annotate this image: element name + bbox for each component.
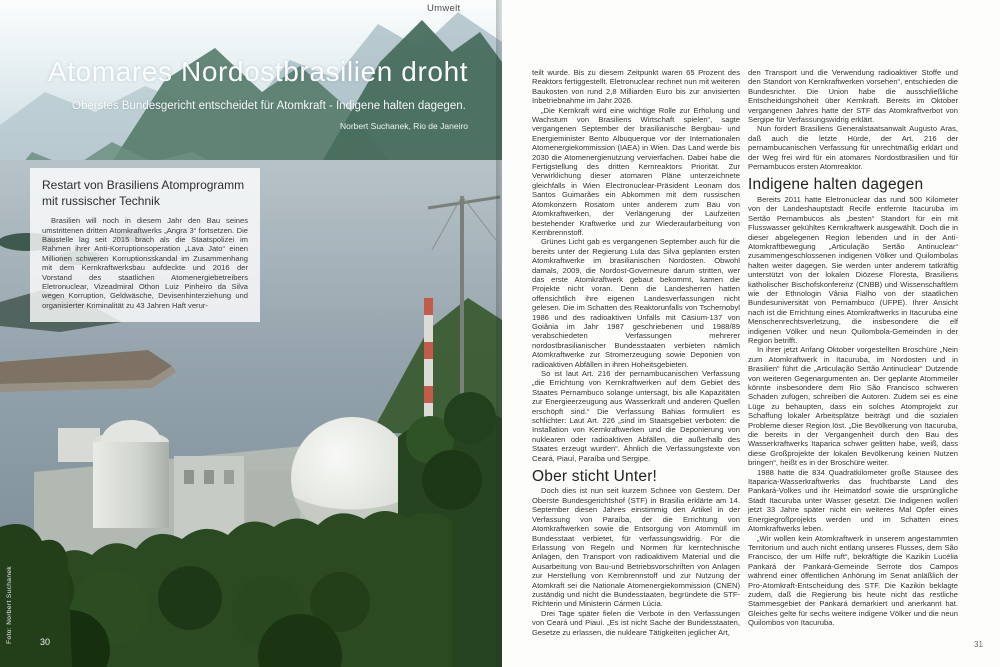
page-number-left: 30 [40, 637, 51, 647]
infobox-heading: Restart von Brasiliens Atomprogramm mit russischer Technik [42, 178, 245, 208]
paragraph: den Transport und die Verwendung radioaktiver Stoffe und den Standort von Kernkraftwerken vorsehen“, entschieden die Bundesrichter. Die Union habe die ausschließliche Entscheidungshoheit über Kernkraft. Bereits im Oktober vergangenen Jahres hatte der STF das Atomkraftverbot von Sergipe für Verfassungswidrig erklärt. [748, 68, 958, 125]
text-page [502, 0, 1000, 667]
article-byline: Norbert Suchanek, Rio de Janeiro [339, 121, 468, 131]
paragraph: Doch dies ist nun seit kurzem Schnee von Gestern. Der Oberste Bundesgerichtshof (STF) in Brasilia erklärte am 14. September diesen Jahres einstimmig den Artikel in der Verfassung von Paraíba, der die Errichtung von Atomkraftwerken sowie die Entsorgung von Atommüll im Bundesstaat verbietet, für verfassungswidrig. Für die Erlassung von Regeln und Normen für kerntechnische Anlagen, den Transport von radioaktivem Material und die Ausarbeitung von Bau-und Betriebsvorschriften von Anlagen zur Herstellung von Kernbrennstoff und zur Nutzung der Atomkraft sei die Nationale Atomenergiekommission (CNEN) zuständig und nicht die Bundesstaaten, begründete die STF-Richterin und Ministerin Cármen Lúcia. [532, 486, 740, 609]
photo-credit: Foto: Norbert Suchanek [6, 566, 13, 644]
paragraph: Grünes Licht gab es vergangenen September auch für die bereits unter der Regierung Lula das Silva geplanten ersten Atomkraftwerke im brasilianischen Nordosten. Obwohl damals, 2009, die Nordost-Governeure darum stritten, wer das erste Atomkraftwerk gebaut bekommt, kamen die Projekte nicht voran. Denn die Landesherren hatten offensichtlich ihre eigenen Landesverfassungen nicht gelesen. Die im Schatten des Reaktorunfalls von Tschernobyl 1986 und des radioaktiven Unfalls mit Cäsium-137 von Goiânia im Jahr 1987 geschriebenen und 1988/89 verabschiedeten Verfassungen mehrerer nordostbrasilianischer Bundesstaaten verbieten nämlich Atomkraftwerke zur Stromerzeugung sowie Deponien von radioaktiven Abfällen in ihren Hoheitsgebieten. [532, 237, 740, 369]
subheading-indigene-halten-dagegen: Indigene halten dagegen [748, 176, 924, 194]
paragraph: „Die Kernkraft wird eine wichtige Rolle zur Erholung und Wachstum von Brasiliens Wirtschaft spielen“, sagte vergangenen September der brasilianische Bergbau- und Energieminister Bento Albuquerque vor der Internationalen Atomenergiekommission (IAEA) in Wien. Das Land werde bis 2030 die Atomenergienutzung vervierfachen. Dabei habe die Fertigstellung des dritten Kernreaktors Priorität. Zur Verwirklichung dieser atomaren Pläne unterzeichnete gleichfalls in Wien Electronuclear-Präsident Leonam dos Santos Guimarães ein Abkommen mit dem russischen Atomkonzern Rosatom unter anderem zum Bau von Atomkraftwerken, der Verlängerung der Laufzeiten bestehender Kraftwerke und zur Wiederaufarbeitung von Kernbrennstoff. [532, 105, 740, 237]
reactor-cylinder [93, 442, 169, 528]
tree [422, 450, 482, 510]
page-number-right: 31 [974, 640, 983, 649]
article-title: Atomares Nordostbrasilien droht [48, 56, 469, 87]
article-subtitle: Oberstes Bundesgericht entscheidet für Atomkraft - Indigene halten dagegen. [72, 100, 466, 112]
infobox-body: Brasilien will noch in diesem Jahr den Bau seines umstrittenen dritten Atomkraftwerks „Angra 3“ fortsetzen. Die Baustelle lag seit 2015 brach als die Staatspolizei im Rahmen ihrer Anti-Korruptionsoperation „Lava Jato“ einen Millionen schweren Korruptionsskandal im Zusammenhang mit dem Kernkraftwerksbau aufdeckte und 2016 der Vorstand des staatlichen Atomenergiebetreibers Eletronuclear, Vizeadmiral Othon Luiz Pinheiro da Silva wegen Korruption, Geldwäsche, Devisenhinterziehung und organisierter Kriminalität zu 43 Jahren Haft verur- [42, 216, 248, 310]
paragraph: Nun fordert Brasiliens Generalstaatsanwalt Augusto Aras, daß auch die letzte Hürde, der Art. 216 der pernambucanischen Verfassung für unrechtmäßig erklärt und der Weg frei wird für ein atomares Nordostbrasilien und für Pernambucos ersten Atomreaktor. [748, 124, 958, 172]
tree [158, 566, 222, 630]
section-label: Umwelt [427, 3, 461, 14]
subheading-ober-sticht-unter: Ober sticht Unter! [532, 468, 658, 486]
plant-window [204, 470, 214, 484]
paragraph: Bereits 2011 hatte Eletronuclear das rund 500 Kilometer von der Landeshauptstadt Recife entfernte Itacuruba im Sertão Pernambucos als „besten“ Standort für ein mit Flusswasser gekühltes Kernkraftwerk ausgewählt. Doch die in dieser abgelegenen Region lebenden und in der Anti-Atomkraftbewegung „Articulação Sertão Antinuclear“ zusammengeschlossenen indigenen Völker und Quilombolas halten weiter dagegen. Sie werden unter anderem tatkräftig unterstützt von der lokalen Diözese Floresta, Brasiliens katholischer Bischofskonferenz (CNBB) und Wissenschaftlern wie der Ethnologin Vânia Fialho von der staatlichen Bundesuniversität von Pernambuco (UFPE). Ihrer Ansicht nach ist die Errichtung eines Atomkraftwerks in Itacuruba eine Menschenrechtsverletzung, die insbesondere die elf indigenen Völker und neun Quilombola-Gemeinden in der Region betrifft. [748, 194, 958, 345]
chimney-stripe [424, 386, 433, 403]
chimney-stripe [424, 342, 433, 359]
paragraph: 1988 hatte die 834 Quadratkilometer große Stausee des Itaparica-Wasserkraftwerks das fruchtbarste Land des Pankará-Volkes und ihr Heimatdorf sowie die ursprüngliche Stadt Itacuruba unter Wasser gesetzt. Die Indigenen wollen jetzt 33 Jahre später nicht ein weiteres Mal Opfer eines Energiegroßprojekts werden und im Schatten eines Atomkraftwerks leben. [748, 467, 958, 534]
tree [444, 392, 496, 444]
text-column-1 [532, 68, 740, 637]
text-column-2 [748, 68, 958, 628]
paragraph: teilt wurde. Bis zu diesem Zeitpunkt waren 65 Prozent des Reaktors fertiggestellt. Eletronuclear rechnet nun mit weiteren Baukosten von rund 2,8 Milliarden Euro bis zur anvisierten Inbetriebnahme im Jahr 2026. [532, 68, 740, 106]
paragraph: „Wir wollen kein Atomkraftwerk in unserem angestammten Territorium und auch nicht entlang unseres Flusses, dem São Francisco, der um Hilfe ruft“, bekräftigte die Kazikin Lucélia Pankará der Pankará-Gemeinde Serrote dos Campos während einer öffentlichen Anhörung im Senat anläßlich der Pro-Atomkraft-Entscheidung des STF. Die Kazikin beklagte zudem, daß die Regierung bis heute nicht das restliche Stammesgebiet der Pankará demarkiert und anerkannt hat. Gleiches gelte für sechs weitere indigene Völker und die neun Quilombos von Itacuruba. [748, 533, 958, 628]
paragraph: Drei Tage später fielen die Verbote in den Verfassungen von Ceará und Piauí. „Es ist nicht Sache der Bundesstaaten, Gesetze zu erlassen, die nukleare Tätigkeiten jeglicher Art, [532, 608, 740, 637]
chimney-stripe [424, 298, 433, 315]
paragraph: So ist laut Art. 216 der pernambucanischen Verfassung „die Errichtung von Kernkraftwerken auf dem Gebiet des Staates Pernambuco solange untersagt, bis alle Kapazitäten zur Energieerzeugung aus Wasserkraft und anderen Quellen erschöpft sind.“ Die Verfassung Bahias formuliert es schlichter: Laut Art. 226 „sind im Staatsgebiet verboten: die Installation von Kernkraftwerken und die Deponierung von nuklearen oder radioaktiven Abfällen, die außerhalb des Staates erzeugt wurden“. Ähnlich die Verfassungstexte von Ceará, Piauí, Paraíba und Sergipe. [532, 369, 740, 463]
plant-window [224, 470, 234, 484]
infobox [30, 168, 260, 322]
plant-window [184, 470, 194, 484]
paragraph: In ihrer jetzt Anfang Oktober vorgestellten Broschüre „Nein zum Atomkraftwerk in Itacuruba, im Nordosten und in Brasilien“ führt die „Articulação Sertão Antinuclear“ Dutzende von weiteren Gegenargumenten an. Der geplante Atommeiler könnte insbesondere dem Rio São Francisco schweren Schaden zufügen, schreiben die Autoren. Zudem sei es eine Lüge zu behaupten, dass ein solches Atomprojekt zur Schaffung lokaler Arbeitsplätze beiträgt und die sozialen Probleme dieser Region löst. „Die Bevölkerung von Itacuruba, die bereits in der Vergangenheit durch den Bau des Wasserkraftwerks Itaparica schwer gelitten habe, weiß, dass diese Großprojekte der lokalen Bevölkerung keinen Nutzen bringen“, heißt es in der Broschüre weiter. [748, 345, 958, 468]
